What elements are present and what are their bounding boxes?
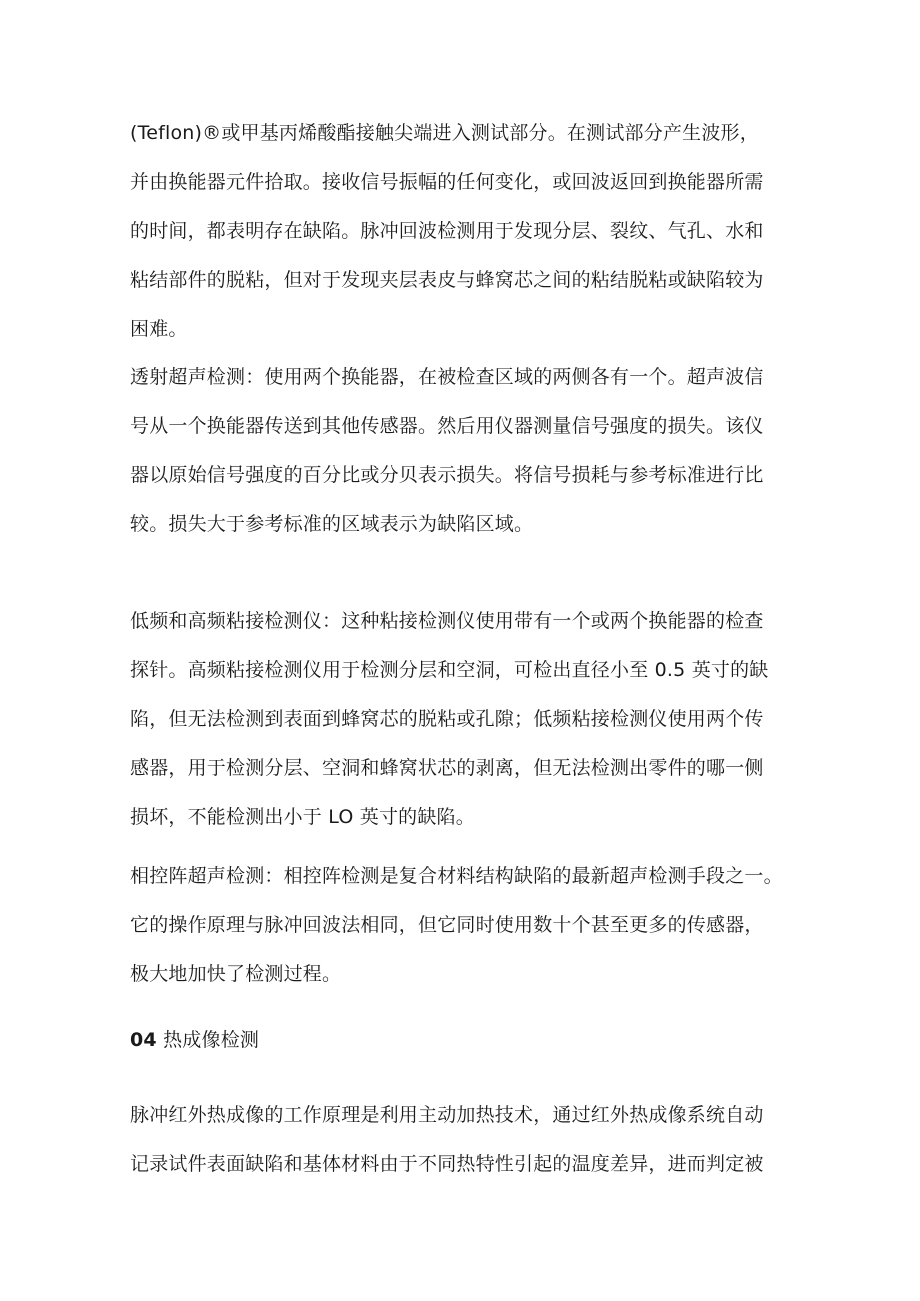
text-line: 损坏，不能检测出小于 LO 英寸的缺陷。 — [130, 806, 475, 828]
paragraph-pulse-echo-continued — [130, 109, 806, 354]
text-line: 号从一个换能器传送到其他传感器。然后用仪器测量信号强度的损失。该仪 — [130, 415, 764, 437]
text-line: 它的操作原理与脉冲回波法相同，但它同时使用数十个甚至更多的传感器， — [130, 914, 764, 936]
section-heading-line — [130, 1016, 806, 1065]
section-title: 热成像检测 — [163, 1029, 260, 1051]
text-line: 低频和高频粘接检测仪：这种粘接检测仪使用带有一个或两个换能器的检查 — [130, 610, 764, 632]
section-number: 04 — [130, 1029, 157, 1051]
text-line: 探针。高频粘接检测仪用于检测分层和空洞，可检出直径小至 0.5 英寸的缺 — [130, 659, 769, 681]
section-heading — [130, 1016, 806, 1065]
text-line: 的时间，都表明存在缺陷。脉冲回波检测用于发现分层、裂纹、气孔、水和 — [130, 220, 764, 242]
text-line: 脉冲红外热成像的工作原理是利用主动加热技术，通过红外热成像系统自动 — [130, 1104, 764, 1126]
text-line: (Teflon)®或甲基丙烯酸酯接触尖端进入测试部分。在测试部分产生波形， — [130, 122, 759, 144]
paragraph-through-transmission — [130, 353, 806, 549]
paragraph-thermography — [130, 1091, 806, 1189]
text-line: 粘结部件的脱粘，但对于发现夹层表皮与蜂窝芯之间的粘结脱粘或缺陷较为 — [130, 269, 764, 291]
text-line: 感器，用于检测分层、空洞和蜂窝状芯的剥离，但无法检测出零件的哪一侧 — [130, 757, 764, 779]
text-line: 相控阵超声检测：相控阵检测是复合材料结构缺陷的最新超声检测手段之一。 — [130, 865, 783, 887]
text-line: 并由换能器元件拾取。接收信号振幅的任何变化，或回波返回到换能器所需 — [130, 171, 764, 193]
text-line: 陷，但无法检测到表面到蜂窝芯的脱粘或孔隙；低频粘接检测仪使用两个传 — [130, 708, 764, 730]
text-line: 困难。 — [130, 318, 188, 340]
text-line: 记录试件表面缺陷和基体材料由于不同热特性引起的温度差异，进而判定被 — [130, 1153, 764, 1175]
paragraph-phased-array — [130, 852, 806, 999]
text-line: 透射超声检测：使用两个换能器，在被检查区域的两侧各有一个。超声波信 — [130, 366, 764, 388]
text-line: 器以原始信号强度的百分比或分贝表示损失。将信号损耗与参考标准进行比 — [130, 464, 764, 486]
paragraph-bond-tester — [130, 597, 806, 842]
text-line: 极大地加快了检测过程。 — [130, 963, 342, 985]
text-line: 较。损失大于参考标准的区域表示为缺陷区域。 — [130, 513, 534, 535]
